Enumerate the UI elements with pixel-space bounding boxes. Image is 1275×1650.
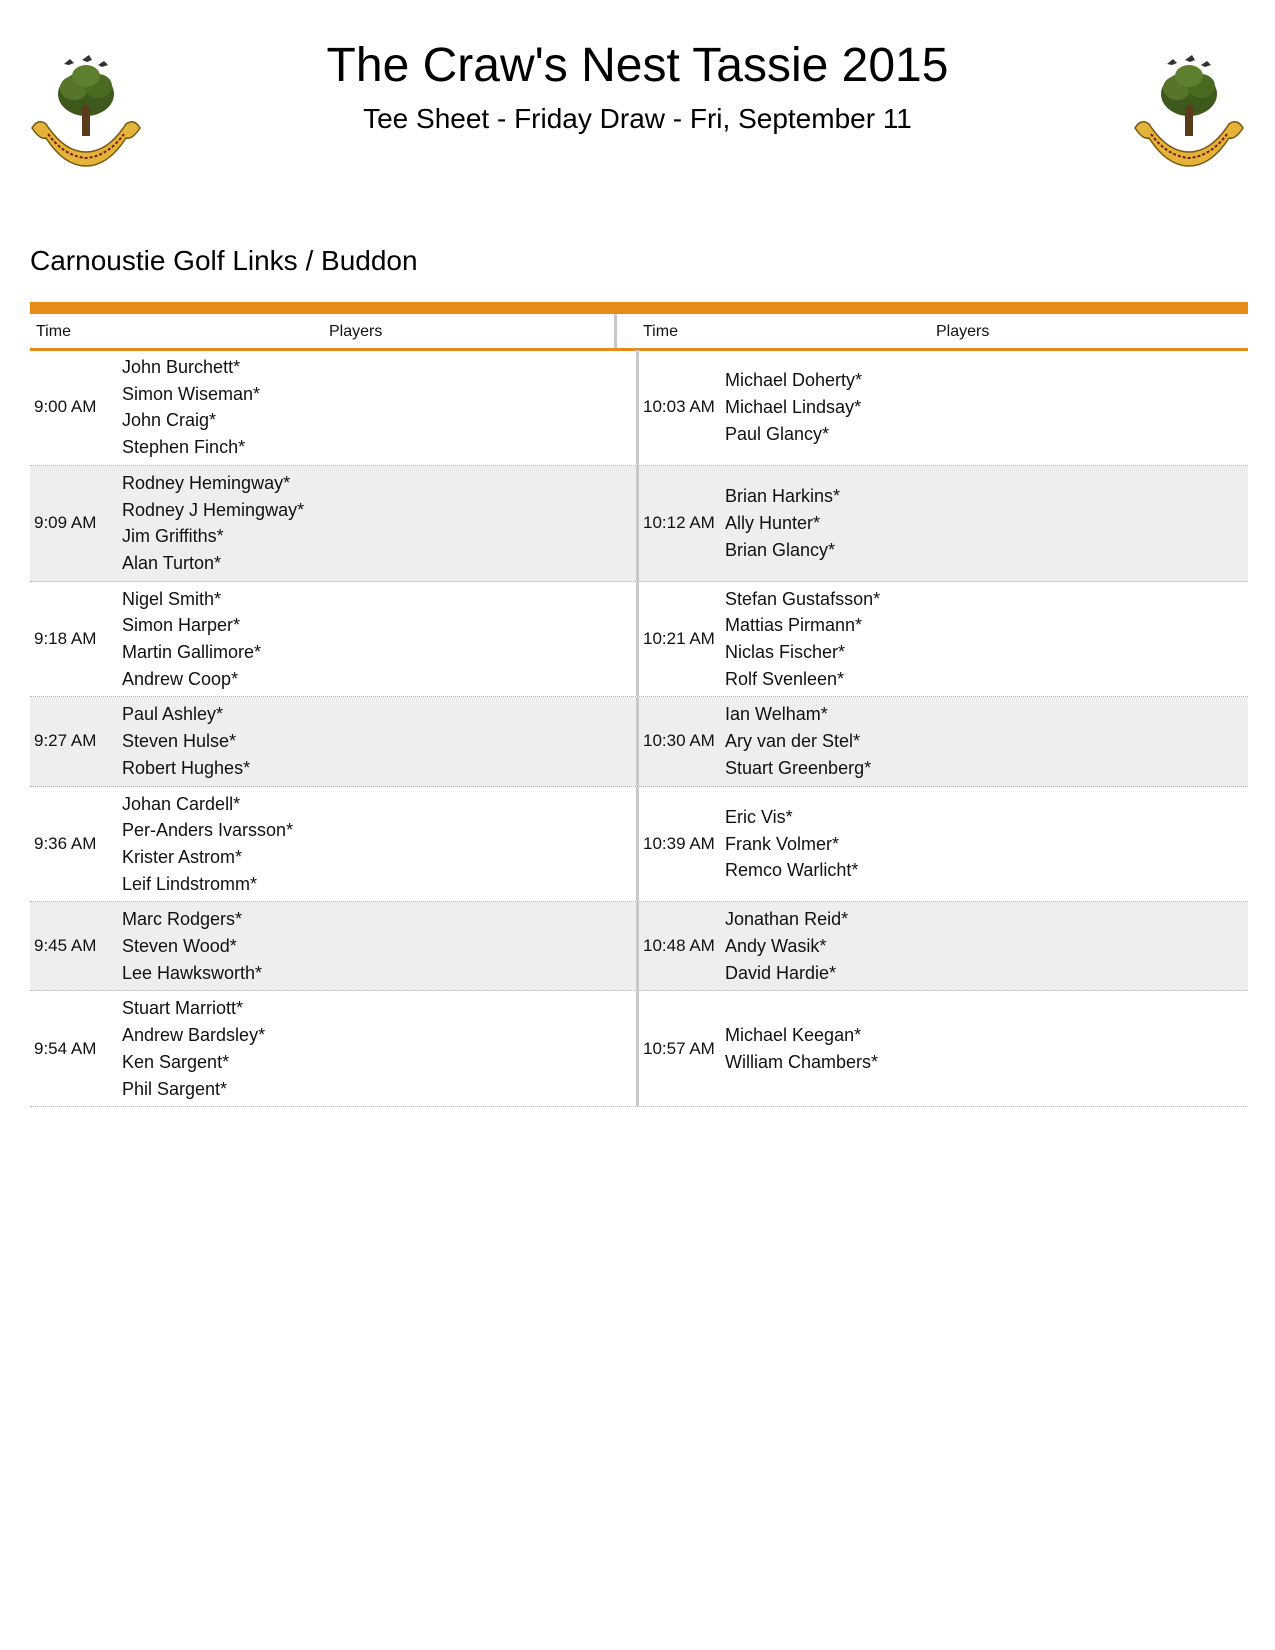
player-name: Phil Sargent* [122, 1078, 228, 1099]
player-name: Eric Vis* [725, 806, 793, 827]
player-name: Jim Griffiths* [122, 526, 224, 547]
player-name: Steven Wood* [122, 936, 237, 957]
player-name: Simon Harper* [122, 615, 241, 636]
player-name: William Chambers* [725, 1051, 879, 1072]
player-name: Stephen Finch* [122, 437, 246, 458]
tee-time: 10:21 AM [643, 629, 715, 649]
tee-group-right [639, 991, 1248, 1106]
player-name: Simon Wiseman* [122, 383, 261, 404]
column-divider [614, 314, 617, 348]
player-name: Stuart Greenberg* [725, 757, 872, 778]
player-name: Michael Lindsay* [725, 397, 862, 418]
player-name: Ian Welham* [725, 704, 828, 725]
player-name: Stuart Marriott* [122, 998, 244, 1019]
player-name: Andrew Coop* [122, 668, 239, 689]
player-name: Jonathan Reid* [725, 909, 849, 930]
player-name: Paul Glancy* [725, 423, 830, 444]
player-list [725, 479, 840, 567]
tee-group-left [30, 582, 639, 697]
tee-time: 9:27 AM [34, 731, 97, 751]
player-name: Martin Gallimore* [122, 642, 262, 663]
player-name: Brian Glancy* [725, 539, 836, 560]
column-header-time-left: Time [36, 323, 71, 340]
player-name: Robert Hughes* [122, 757, 251, 778]
player-list [122, 902, 262, 990]
table-header [30, 314, 1248, 351]
player-name: John Craig* [122, 410, 217, 431]
table-row [30, 697, 1248, 786]
player-name: Rolf Svenleen* [725, 668, 845, 689]
tee-time: 9:00 AM [34, 397, 97, 417]
player-name: Krister Astrom* [122, 846, 243, 867]
tee-time: 10:03 AM [643, 397, 715, 417]
tee-group-right [639, 350, 1248, 465]
player-name: Michael Doherty* [725, 370, 863, 391]
column-header-players-right: Players [936, 323, 990, 340]
player-name: Michael Keegan* [725, 1025, 862, 1046]
player-list [725, 800, 858, 888]
player-name: Nigel Smith* [122, 588, 222, 609]
tee-time-table [30, 350, 1248, 1107]
tee-time: 9:09 AM [34, 513, 97, 533]
tee-group-left [30, 787, 639, 902]
player-name: Johan Cardell* [122, 793, 241, 814]
player-name: Ken Sargent* [122, 1051, 230, 1072]
player-list [122, 697, 250, 785]
tee-group-right [639, 466, 1248, 581]
table-row [30, 350, 1248, 466]
player-name: Brian Harkins* [725, 486, 841, 507]
tee-group-left [30, 466, 639, 581]
player-list [725, 1018, 878, 1079]
player-list [122, 991, 265, 1106]
player-name: Ally Hunter* [725, 512, 821, 533]
player-name: Steven Hulse* [122, 731, 237, 752]
player-name: Rodney J Hemingway* [122, 499, 305, 520]
player-name: Rodney Hemingway* [122, 472, 291, 493]
course-name: Carnoustie Golf Links / Buddon [30, 245, 418, 276]
tee-group-left [30, 902, 639, 990]
page-title: The Craw's Nest Tassie 2015 [326, 39, 949, 92]
player-list [122, 350, 260, 465]
player-list [122, 466, 304, 581]
table-row [30, 466, 1248, 582]
tee-time: 9:54 AM [34, 1038, 97, 1058]
tee-group-right [639, 582, 1248, 697]
player-name: Mattias Pirmann* [725, 615, 863, 636]
player-name: Per-Anders Ivarsson* [122, 820, 294, 841]
player-name: Marc Rodgers* [122, 909, 243, 930]
player-list [725, 582, 880, 697]
player-name: David Hardie* [725, 962, 837, 983]
section-divider-bar [30, 302, 1248, 314]
table-row [30, 902, 1248, 991]
tee-time: 10:48 AM [643, 936, 715, 956]
player-list [725, 902, 848, 990]
table-row [30, 787, 1248, 903]
tee-group-left [30, 350, 639, 465]
player-name: Paul Ashley* [122, 704, 224, 725]
player-name: John Burchett* [122, 357, 241, 377]
player-name: Andrew Bardsley* [122, 1025, 266, 1046]
table-row [30, 991, 1248, 1107]
player-name: Andy Wasik* [725, 936, 827, 957]
tee-time: 9:45 AM [34, 936, 97, 956]
player-name: Niclas Fischer* [725, 642, 846, 663]
column-header-players-left: Players [329, 323, 383, 340]
player-name: Ary van der Stel* [725, 731, 861, 752]
tee-time: 9:18 AM [34, 629, 97, 649]
player-name: Remco Warlicht* [725, 860, 859, 881]
player-list [122, 582, 261, 697]
tee-time: 9:36 AM [34, 833, 97, 853]
player-name: Frank Volmer* [725, 833, 840, 854]
player-list [725, 697, 871, 785]
column-header-time-right: Time [643, 323, 678, 340]
player-list [725, 363, 862, 451]
player-name: Stefan Gustafsson* [725, 588, 881, 609]
tee-time: 10:12 AM [643, 513, 715, 533]
table-row [30, 582, 1248, 698]
tee-time: 10:57 AM [643, 1038, 715, 1058]
player-list [122, 787, 293, 902]
tee-time: 10:30 AM [643, 731, 715, 751]
page-subtitle: Tee Sheet - Friday Draw - Fri, September 11 [363, 103, 912, 134]
player-name: Alan Turton* [122, 552, 222, 573]
tee-group-right [639, 697, 1248, 785]
tee-group-right [639, 902, 1248, 990]
player-name: Leif Lindstromm* [122, 873, 258, 894]
tee-group-left [30, 991, 639, 1106]
tee-group-right [639, 787, 1248, 902]
tee-time: 10:39 AM [643, 833, 715, 853]
tee-group-left [30, 697, 639, 785]
player-name: Lee Hawksworth* [122, 962, 263, 983]
